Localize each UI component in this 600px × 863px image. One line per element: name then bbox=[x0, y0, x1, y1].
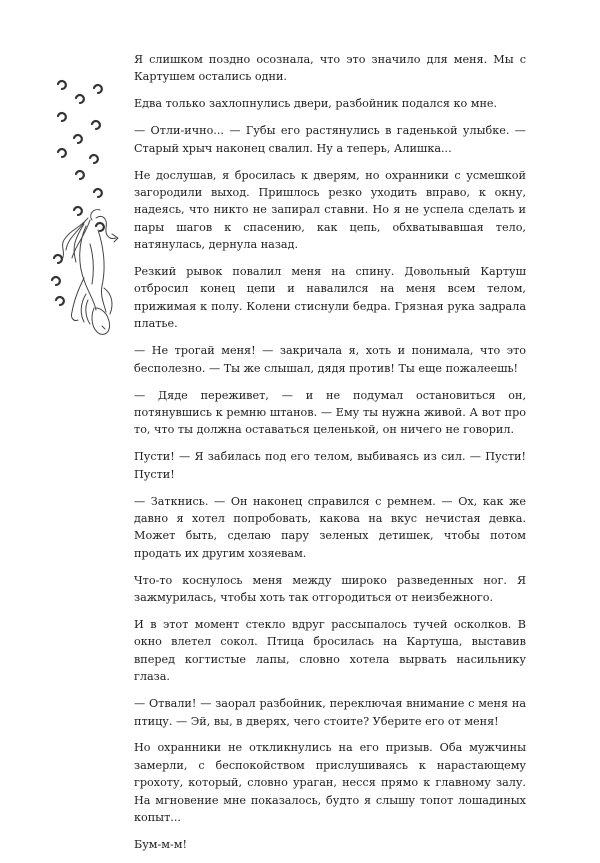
horse-figure bbox=[62, 210, 118, 335]
paragraph: Что-то коснулось меня между широко разведенных ног. Я зажмурилась, чтобы хоть так отгородиться от неизбежного. bbox=[134, 573, 526, 605]
horseshoe-icon bbox=[96, 223, 104, 231]
horseshoe-icon bbox=[76, 171, 84, 179]
horseshoe-icon bbox=[94, 85, 102, 93]
horseshoe-icon bbox=[74, 135, 82, 143]
horseshoe-icon bbox=[92, 121, 100, 129]
paragraph: — Заткнись. — Он наконец справился с ремнем. — Ох, как же давно я хотел попробовать, какова на вкус нечистая девка. Может быть, сделаю пару зеленых детишек, чтобы потом продать их другим хозяевам. bbox=[134, 494, 526, 560]
paragraph: Я слишком поздно осознала, что это значило для меня. Мы с Картушем остались одни. bbox=[134, 53, 526, 84]
horseshoe-icon bbox=[76, 95, 84, 103]
paragraph: Резкий рывок повалил меня на спину. Довольный Картуш отбросил конец цепи и навалился на меня всем телом, прижимая к полу. Колени стиснули бедра. Грязная рука задрала платье. bbox=[134, 265, 526, 331]
paragraph: Пусти! — Я забилась под его телом, выбиваясь из сил. — Пусти! Пусти! bbox=[134, 450, 526, 481]
horseshoe-icon bbox=[54, 255, 62, 263]
horseshoe-icon bbox=[52, 277, 60, 285]
paragraph: — Отли-ично... — Губы его растянулись в гаденькой улыбке. — Старый хрыч наконец свалил. Ну а теперь, Алишка... bbox=[134, 124, 526, 155]
paragraph: Но охранники не откликнулись на его призыв. Оба мужчины замерли, с беспокойством прислушиваясь к нарастающему грохоту, который, словно ураган, несся прямо к главному залу. На мгновение мне показалось, будто я слышу топот лошадиных копыт... bbox=[134, 741, 526, 825]
horseshoe-icon bbox=[58, 113, 66, 121]
paragraph: — Не трогай меня! — закричала я, хоть и понимала, что это бесполезно. — Ты же слышал, дядя против! Ты еще пожалеешь! bbox=[134, 344, 526, 375]
horseshoe-icon bbox=[90, 155, 98, 163]
horseshoe-icon bbox=[94, 189, 102, 197]
paragraph: Не дослушав, я бросилась к дверям, но охранники с усмешкой загородили выход. Пришлось резко уходить вправо, к окну, надеясь, что никто не запирал ставни. Но я не успела сделать и пары шагов к спасению, как цепь, обхватывавшая тело, натянулась, дернула назад. bbox=[134, 168, 526, 252]
horseshoe-icon bbox=[58, 149, 66, 157]
paragraph: Едва только захлопнулись двери, разбойник подался ко мне. bbox=[134, 97, 498, 111]
horseshoe-icon bbox=[56, 297, 64, 305]
body-text bbox=[134, 51, 526, 863]
horse-illustration bbox=[50, 68, 125, 338]
paragraph: — Дяде переживет, — и не подумал остановиться он, потянувшись к ремню штанов. — Ему ты нужна живой. А вот про то, что ты должна оставаться целенькой, он ничего не говорил. bbox=[134, 388, 526, 437]
paragraph: — Отвали! — заорал разбойник, переключая внимание с меня на птицу. — Эй, вы, в дверях, чего стоите? Уберите его от меня! bbox=[134, 697, 526, 728]
horseshoe-icon bbox=[74, 207, 82, 215]
paragraph: И в этот момент стекло вдруг рассыпалось тучей осколков. В окно влетел сокол. Птица бросилась на Картуша, выставив вперед когтистые лапы, словно хотела вырвать насильнику глаза. bbox=[134, 617, 526, 684]
horseshoe-icon bbox=[58, 81, 66, 89]
paragraph: Бум-м-м! bbox=[134, 837, 187, 851]
